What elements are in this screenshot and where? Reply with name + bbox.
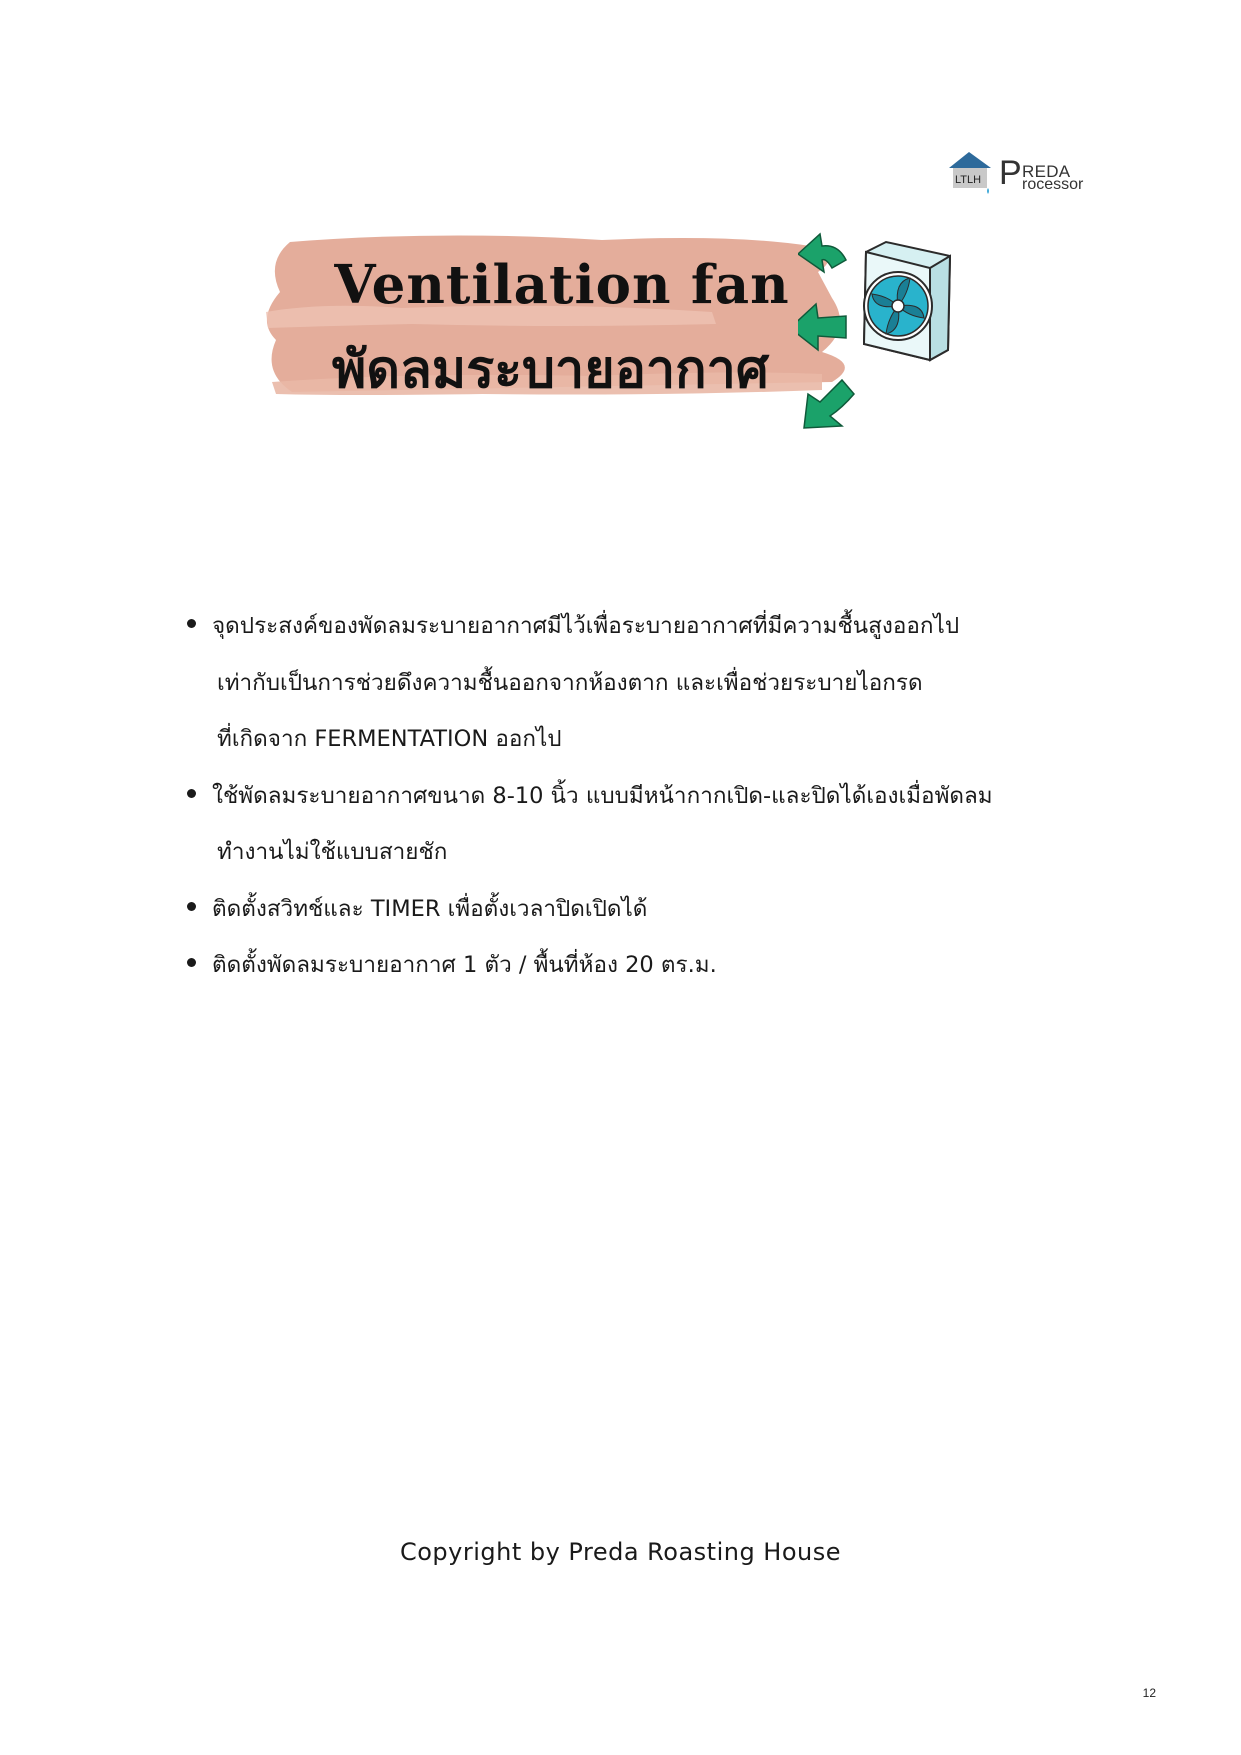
svg-text:LTLH: LTLH xyxy=(955,174,982,186)
brand-logo xyxy=(947,150,1084,200)
page-number: 12 xyxy=(1142,1686,1156,1700)
house-logo-icon xyxy=(947,150,995,198)
title-thai: พัดลมระบายอากาศ xyxy=(332,340,769,400)
copyright-text: Copyright by Preda Roasting House xyxy=(399,1538,842,1566)
main-content xyxy=(180,598,1080,994)
title-english: Ventilation fan xyxy=(334,254,790,316)
bullet-text-line: เท่ากับเป็นการช่วยดึงความชื้นออกจากห้องตาก และเพื่อช่วยระบายไอกรด xyxy=(217,669,923,696)
bullet-text-line: ทำงานไม่ใช้แบบสายชัก xyxy=(217,839,448,865)
bullet-list xyxy=(180,598,1080,994)
arrow-icon-bottom xyxy=(804,380,854,428)
logo-text-bottom: rocessor xyxy=(1022,176,1084,193)
bullet-text-line: จุดประสงค์ของพัดลมระบายอากาศมีไว้เพื่อระบายอากาศที่มีความชื้นสูงออกไป xyxy=(212,613,960,639)
bullet-item xyxy=(180,768,1080,881)
ventilation-fan-illustration xyxy=(798,232,1002,432)
bullet-text-line: ใช้พัดลมระบายอากาศขนาด 8-10 นิ้ว แบบมีหน้ากากเปิด-และปิดได้เองเมื่อพัดลม xyxy=(212,782,993,809)
logo-text-top: REDA xyxy=(1022,162,1071,181)
arrow-icon-top xyxy=(798,234,846,272)
logo-initial: P xyxy=(999,154,1022,192)
bullet-text-line: ติดตั้งสวิทช์และ TIMER เพื่อตั้งเวลาปิดเปิดได้ xyxy=(212,895,648,922)
bullet-item xyxy=(180,881,1080,938)
bullet-item xyxy=(180,937,1080,994)
title-banner xyxy=(262,232,1002,432)
bullet-text-line: ติดตั้งพัดลมระบายอากาศ 1 ตัว / พื้นที่ห้อง 20 ตร.ม. xyxy=(212,952,717,978)
arrow-icon-middle xyxy=(798,304,846,350)
bullet-text-line: ที่เกิดจาก FERMENTATION ออกไป xyxy=(217,726,562,752)
bullet-item xyxy=(180,598,1080,768)
